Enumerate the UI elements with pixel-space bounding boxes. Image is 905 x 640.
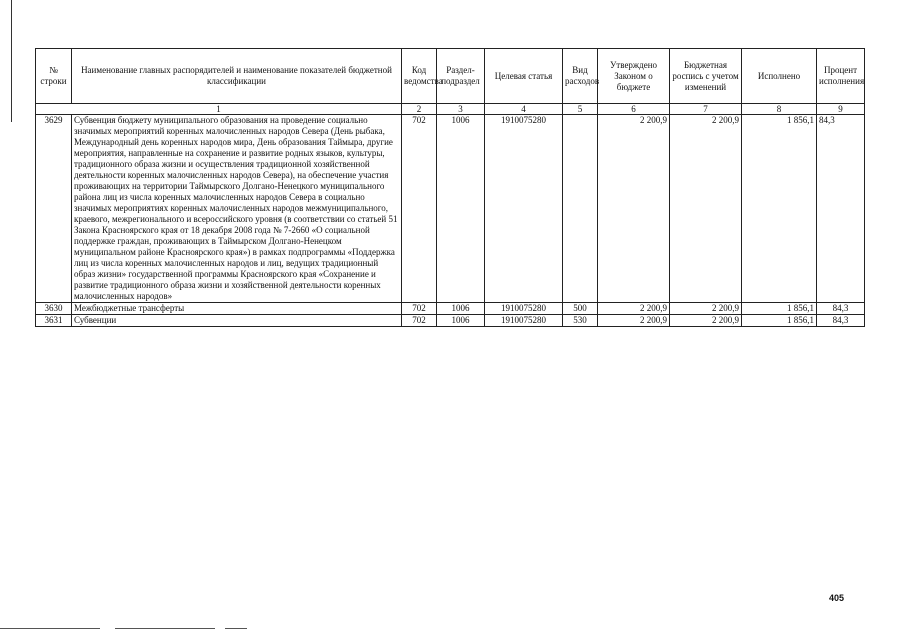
header-expense-type: Вид расходов	[563, 49, 598, 104]
row-budget-schedule: 2 200,9	[670, 115, 742, 303]
footer-rule-left	[0, 628, 100, 629]
row-percent: 84,3	[817, 315, 865, 327]
column-number-9: 9	[817, 104, 865, 115]
row-expense-type: 500	[563, 303, 598, 315]
row-section: 1006	[437, 315, 485, 327]
row-percent: 84,3	[817, 303, 865, 315]
row-executed: 1 856,1	[742, 315, 817, 327]
row-executed: 1 856,1	[742, 115, 817, 303]
row-dept-code: 702	[402, 303, 437, 315]
row-target-item: 1910075280	[485, 115, 563, 303]
row-number: 3629	[36, 115, 72, 303]
row-expense-type	[563, 115, 598, 303]
page-number: 405	[829, 593, 845, 603]
budget-execution-table	[35, 48, 865, 327]
row-dept-code: 702	[402, 115, 437, 303]
row-section: 1006	[437, 115, 485, 303]
header-executed: Исполнено	[742, 49, 817, 104]
row-name: Межбюджетные трансферты	[72, 303, 402, 315]
row-name: Субвенции	[72, 315, 402, 327]
header-percent: Процент исполнения	[817, 49, 865, 104]
row-executed: 1 856,1	[742, 303, 817, 315]
row-section: 1006	[437, 303, 485, 315]
footer-rule-right	[225, 628, 247, 629]
row-percent: 84,3	[817, 115, 865, 303]
header-approved: Утверждено Законом о бюджете	[598, 49, 670, 104]
footer-rule-middle	[115, 628, 215, 629]
row-target-item: 1910075280	[485, 303, 563, 315]
row-approved: 2 200,9	[598, 315, 670, 327]
column-number-3: 3	[437, 104, 485, 115]
row-budget-schedule: 2 200,9	[670, 315, 742, 327]
row-number: 3631	[36, 315, 72, 327]
table-row	[36, 303, 865, 315]
row-target-item: 1910075280	[485, 315, 563, 327]
column-number-5: 5	[563, 104, 598, 115]
row-name: Субвенция бюджету муниципального образования на проведение социально значимых мероприятий коренных малочисленных народов Севера (День рыбака, Международный день коренных народов мира, День образования Таймыра, другие мероприятия, направленные на сохранение и развитие родных языков, культуры, традиционного образа жизни и осуществления традиционной хозяйственной деятельности коренных малочисленных народов Севера), на обеспечение участия проживающих на территории Таймырского Долгано-Ненецкого муниципального района лиц из числа коренных малочисленных народов Севера в социально значимых мероприятиях коренных малочисленных народов межмуниципального, краевого, межрегионального и всероссийского уровня (в соответствии со статьей 51 Закона Красноярского края от 18 декабря 2008 года № 7-2660 «О социальной поддержке граждан, проживающих в Таймырском Долгано-Ненецком муниципальном районе Красноярского края») в рамках подпрограммы «Поддержка лиц из числа коренных малочисленных народов и лиц, ведущих традиционный образ жизни» государственной программы Красноярского края «Сохранение и развитие традиционного образа жизни и хозяйственной деятельности коренных малочисленных народов»	[72, 115, 402, 303]
row-dept-code: 702	[402, 315, 437, 327]
header-budget-schedule: Бюджетная роспись с учетом изменений	[670, 49, 742, 104]
row-budget-schedule: 2 200,9	[670, 303, 742, 315]
header-row-number: № строки	[36, 49, 72, 104]
column-number-7: 7	[670, 104, 742, 115]
row-expense-type: 530	[563, 315, 598, 327]
column-number-2: 2	[402, 104, 437, 115]
column-number-6: 6	[598, 104, 670, 115]
table-row	[36, 115, 865, 303]
column-number-row	[36, 104, 865, 115]
column-number-8: 8	[742, 104, 817, 115]
column-number-4: 4	[485, 104, 563, 115]
header-target-item: Целевая статья	[485, 49, 563, 104]
binding-margin-line	[11, 0, 12, 122]
header-section: Раздел-подраздел	[437, 49, 485, 104]
row-number: 3630	[36, 303, 72, 315]
header-dept-code: Код ведомства	[402, 49, 437, 104]
column-number-1: 1	[36, 104, 402, 115]
table-row	[36, 315, 865, 327]
table-header-row	[36, 49, 865, 104]
header-name: Наименование главных распорядителей и наименование показателей бюджетной классификации	[72, 49, 402, 104]
row-approved: 2 200,9	[598, 115, 670, 303]
row-approved: 2 200,9	[598, 303, 670, 315]
